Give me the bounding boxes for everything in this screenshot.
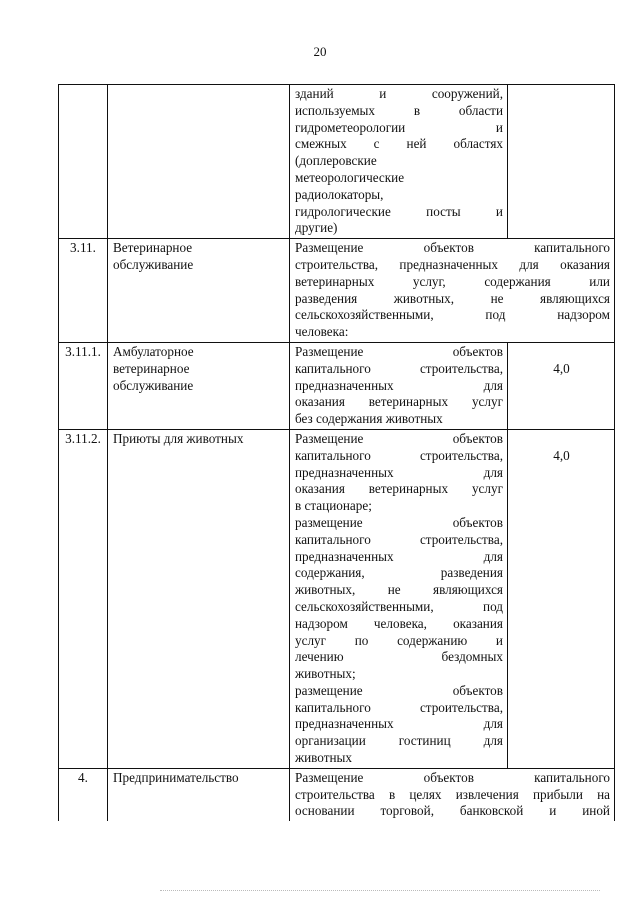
description-line: предназначенных для: [295, 716, 503, 732]
description-line: Размещение объектов: [295, 343, 503, 359]
row-description-cell: [290, 239, 615, 343]
description-line: предназначенных для: [295, 464, 503, 480]
name-line: обслуживание: [113, 256, 194, 272]
row-number-cell: 3.11.2.: [59, 429, 108, 768]
description-line: строительства в целях извлечения прибыли на: [295, 786, 610, 802]
description-line: радиолокаторы,: [295, 186, 384, 202]
row-name-cell: [108, 429, 290, 768]
description-line: сельскохозяйственными, под надзором: [295, 307, 610, 323]
description-line: капитального строительства,: [295, 447, 503, 463]
row-description-cell: [290, 768, 615, 821]
description-line: оказания ветеринарных услуг: [295, 481, 503, 497]
description-line: содержания, разведения: [295, 565, 503, 581]
description-line: человека:: [295, 324, 349, 340]
page-number: 20: [313, 44, 327, 59]
description-line: разведения животных, не являющихся: [295, 290, 610, 306]
table-row: [59, 342, 615, 429]
description-line: смежных с ней областях: [295, 136, 503, 152]
description-line: строительства, предназначенных для оказания: [295, 256, 610, 272]
row-number-cell: 4.: [59, 768, 108, 821]
description-line: (доплеровские: [295, 153, 377, 169]
row-number-cell: [59, 85, 108, 239]
scan-edge-mark: [160, 890, 600, 891]
description-line: Размещение объектов капитального: [295, 240, 610, 256]
description-line: животных: [295, 750, 352, 766]
max-height-value: 4,0: [553, 360, 570, 376]
description-line: ветеринарных услуг, содержания или: [295, 273, 610, 289]
row-number-cell: 3.11.: [59, 239, 108, 343]
row-name-cell: [108, 342, 290, 429]
row-number-cell: 3.11.1.: [59, 342, 108, 429]
description-line: оказания ветеринарных услуг: [295, 394, 503, 410]
description-line: метеорологические: [295, 169, 405, 185]
description-line: услуг по содержанию и: [295, 632, 503, 648]
description-line: основании торговой, банковской и иной: [295, 803, 610, 819]
max-height-value: 4,0: [553, 447, 570, 463]
name-line: Предпринимательство: [113, 769, 239, 785]
table-row: [59, 239, 615, 343]
description-line: надзором человека, оказания: [295, 615, 503, 631]
description-line: предназначенных для: [295, 377, 503, 393]
row-description-cell: [290, 85, 508, 239]
name-line: ветеринарное: [113, 360, 190, 376]
description-line: сельскохозяйственными, под: [295, 598, 503, 614]
description-line: в стационаре;: [295, 498, 372, 514]
description-line: организации гостиниц для: [295, 733, 503, 749]
description-line: зданий и сооружений,: [295, 86, 503, 101]
description-line: Размещение объектов капитального: [295, 769, 610, 785]
description-line: без содержания животных: [295, 411, 443, 427]
table-row: [59, 768, 615, 821]
name-line: Амбулаторное: [113, 343, 194, 359]
name-line: обслуживание: [113, 377, 194, 393]
row-value-cell: [508, 85, 615, 239]
row-name-cell: [108, 85, 290, 239]
table-row: [59, 85, 615, 239]
description-line: животных;: [295, 666, 356, 682]
row-name-cell: [108, 239, 290, 343]
name-line: Приюты для животных: [113, 430, 244, 446]
description-line: животных, не являющихся: [295, 582, 503, 598]
description-line: предназначенных для: [295, 548, 503, 564]
description-line: Размещение объектов: [295, 430, 503, 446]
description-line: лечению бездомных: [295, 649, 503, 665]
description-line: капитального строительства,: [295, 360, 503, 376]
land-use-table: [58, 84, 615, 821]
description-line: используемых в области: [295, 102, 503, 118]
description-line: капитального строительства,: [295, 699, 503, 715]
row-value-cell: [508, 342, 615, 429]
table-row: [59, 429, 615, 768]
description-line: размещение объектов: [295, 682, 503, 698]
description-line: размещение объектов: [295, 514, 503, 530]
row-description-cell: [290, 342, 508, 429]
name-line: Ветеринарное: [113, 240, 193, 256]
description-line: гидрологические посты и: [295, 203, 503, 219]
description-line: капитального строительства,: [295, 531, 503, 547]
row-name-cell: [108, 768, 290, 821]
description-line: другие): [295, 220, 338, 236]
row-value-cell: [508, 429, 615, 768]
description-line: гидрометеорологии и: [295, 119, 503, 135]
row-description-cell: [290, 429, 508, 768]
